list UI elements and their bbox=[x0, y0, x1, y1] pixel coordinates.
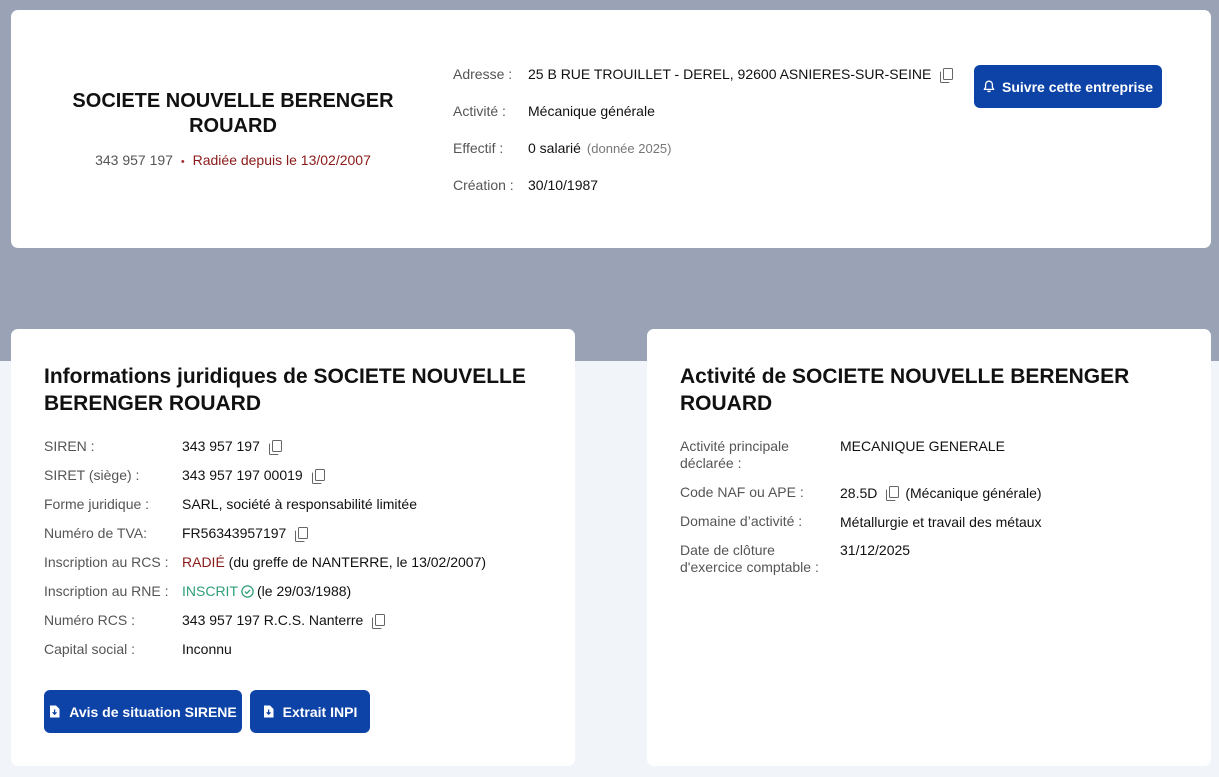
copy-icon[interactable] bbox=[372, 614, 385, 627]
legal-info-title: Informations juridiques de SOCIETE NOUVELLE BERENGER ROUARD bbox=[44, 365, 526, 415]
creation-row bbox=[453, 177, 598, 193]
vat-value: FR56343957197 bbox=[182, 525, 287, 541]
follow-button-label: Suivre cette entreprise bbox=[1002, 78, 1153, 95]
closing-date-row bbox=[680, 542, 910, 576]
activity-label: Activité : bbox=[453, 103, 506, 119]
siren-label: SIREN : bbox=[44, 438, 95, 454]
capital-row bbox=[44, 641, 232, 657]
inpi-button-label: Extrait INPI bbox=[282, 703, 358, 720]
naf-row bbox=[680, 484, 1042, 501]
rcs-status: RADIÉ bbox=[182, 554, 225, 570]
creation-label: Création : bbox=[453, 177, 514, 193]
staff-value: 0 salarié bbox=[528, 140, 581, 156]
copy-icon[interactable] bbox=[886, 486, 899, 499]
rcs-number-row bbox=[44, 612, 385, 628]
domain-value: Métallurgie et travail des métaux bbox=[840, 513, 1042, 530]
copy-icon[interactable] bbox=[312, 469, 325, 482]
activity-value: Mécanique générale bbox=[528, 103, 655, 119]
domain-label: Domaine d’activité : bbox=[680, 513, 803, 529]
activity-card bbox=[647, 329, 1211, 766]
siret-row bbox=[44, 467, 325, 483]
staff-row bbox=[453, 140, 672, 156]
copy-icon[interactable] bbox=[940, 68, 953, 81]
address-label: Adresse : bbox=[453, 66, 513, 82]
rne-label: Inscription au RNE : bbox=[44, 583, 169, 599]
vat-label: Numéro de TVA: bbox=[44, 525, 147, 541]
activity-title: Activité de SOCIETE NOUVELLE BERENGER ROUARD bbox=[680, 365, 1130, 415]
company-siren: 343 957 197 bbox=[95, 152, 173, 168]
rcs-number-value: 343 957 197 R.C.S. Nanterre bbox=[182, 612, 364, 628]
main-activity-row bbox=[680, 438, 1005, 472]
closing-date-value: 31/12/2025 bbox=[840, 542, 911, 558]
copy-icon[interactable] bbox=[269, 440, 282, 453]
sirene-button-label: Avis de situation SIRENE bbox=[69, 703, 237, 720]
company-status: Radiée depuis le 13/02/2007 bbox=[192, 152, 371, 168]
check-circle-icon bbox=[241, 585, 254, 598]
activity-row bbox=[453, 103, 655, 119]
legal-form-value: SARL, société à responsabilité limitée bbox=[182, 496, 418, 512]
address-row bbox=[453, 66, 953, 82]
rne-detail: (le 29/03/1988) bbox=[257, 583, 352, 599]
copy-icon[interactable] bbox=[295, 527, 308, 540]
file-download-icon bbox=[49, 705, 60, 718]
company-name: SOCIETE NOUVELLE BERENGER ROUARD bbox=[72, 90, 394, 137]
rne-row bbox=[44, 583, 351, 599]
capital-label: Capital social : bbox=[44, 641, 136, 657]
siret-label: SIRET (siège) : bbox=[44, 467, 140, 483]
rcs-number-label: Numéro RCS : bbox=[44, 612, 136, 628]
naf-label: Code NAF ou APE : bbox=[680, 484, 804, 500]
main-activity-label: Activité principale déclarée : bbox=[680, 438, 789, 471]
rcs-label: Inscription au RCS : bbox=[44, 554, 169, 570]
download-sirene-button[interactable] bbox=[44, 690, 242, 733]
domain-row bbox=[680, 513, 1042, 530]
bell-icon bbox=[983, 80, 995, 93]
file-download-icon bbox=[263, 705, 274, 718]
closing-date-label: Date de clôture d'exercice comptable : bbox=[680, 542, 819, 575]
siret-value: 343 957 197 00019 bbox=[182, 467, 303, 483]
staff-label: Effectif : bbox=[453, 140, 504, 156]
download-inpi-button[interactable] bbox=[250, 690, 370, 733]
siren-value: 343 957 197 bbox=[182, 438, 260, 454]
separator-dot: • bbox=[180, 156, 185, 168]
company-subtitle bbox=[53, 152, 413, 168]
rcs-row bbox=[44, 554, 486, 570]
vat-row bbox=[44, 525, 308, 541]
legal-info-card bbox=[11, 329, 575, 766]
legal-form-row bbox=[44, 496, 417, 512]
legal-form-label: Forme juridique : bbox=[44, 496, 150, 512]
staff-note: (donnée 2025) bbox=[586, 140, 672, 156]
naf-code: 28.5D bbox=[840, 484, 878, 501]
follow-company-button[interactable] bbox=[974, 65, 1162, 108]
rne-status: INSCRIT bbox=[182, 583, 238, 599]
siren-row bbox=[44, 438, 282, 454]
company-header-card bbox=[11, 10, 1211, 248]
creation-value: 30/10/1987 bbox=[528, 177, 599, 193]
address-value: 25 B RUE TROUILLET - DEREL, 92600 ASNIERES-SUR-SEINE bbox=[528, 66, 932, 82]
rcs-detail: (du greffe de NANTERRE, le 13/02/2007) bbox=[224, 554, 487, 570]
capital-value: Inconnu bbox=[182, 641, 232, 657]
naf-description: (Mécanique générale) bbox=[905, 484, 1042, 501]
main-activity-value: MECANIQUE GENERALE bbox=[840, 438, 1005, 454]
